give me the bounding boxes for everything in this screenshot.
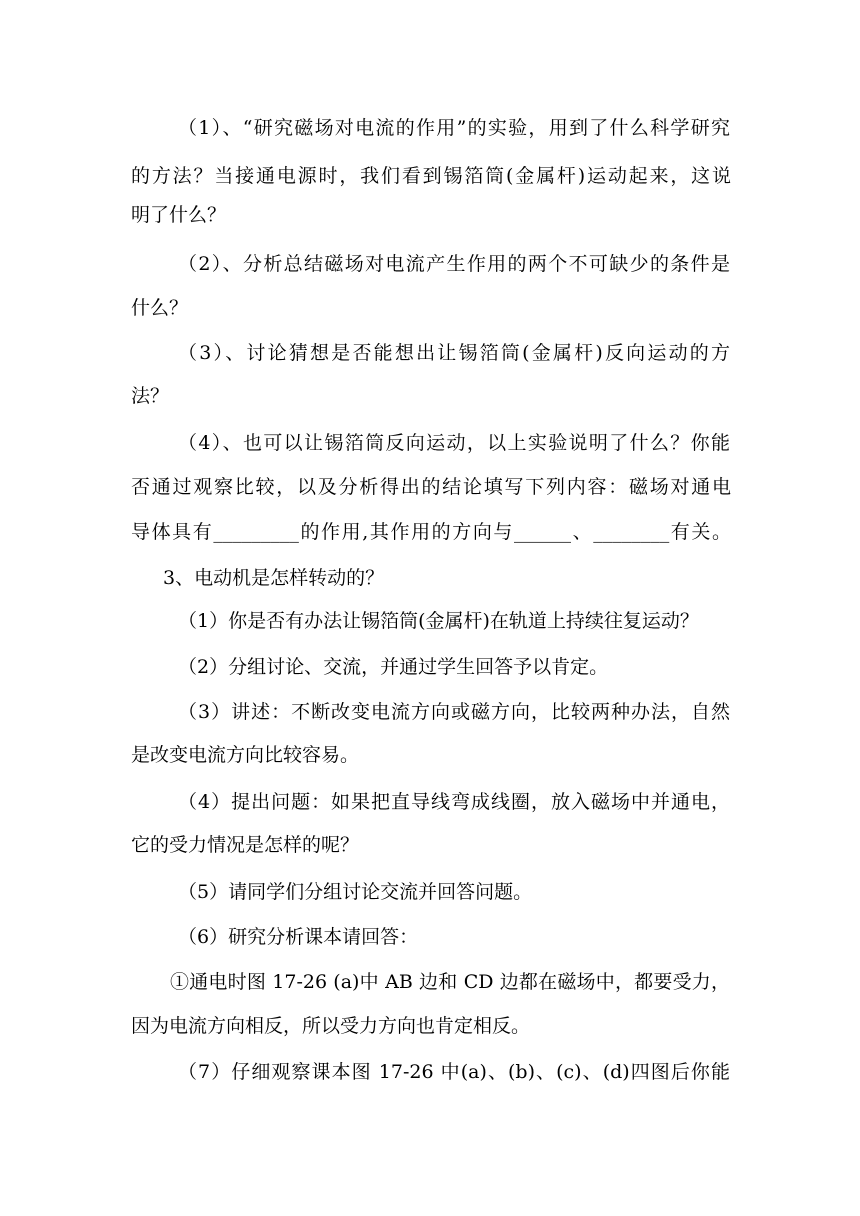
- paragraph-4-line-3: 导体具有_________的作用,其作用的方向与______、________有关。: [131, 521, 731, 543]
- paragraph-4-line-2: 否通过观察比较，以及分析得出的结论填写下列内容：磁场对通电: [131, 476, 731, 498]
- subitem-1-line-1: ①通电时图 17-26 (a)中 AB 边和 CD 边都在磁场中，都要受力，: [170, 971, 730, 993]
- paragraph-1-line-1: （1）、“研究磁场对电流的作用”的实验，用到了什么科学研究: [178, 117, 730, 139]
- paragraph-4-line-1: （4）、也可以让锡箔筒反向运动，以上实验说明了什么？你能: [178, 432, 730, 454]
- paragraph-1-line-3: 明了什么？: [131, 204, 227, 226]
- item-1: （1）你是否有办法让锡箔筒(金属杆)在轨道上持续往复运动？: [178, 610, 699, 632]
- item-3-line-2: 是改变电流方向比较容易。: [131, 744, 360, 766]
- item-5: （5）请同学们分组讨论交流并回答问题。: [178, 881, 533, 903]
- item-4-line-1: （4）提出问题：如果把直导线弯成线圈，放入磁场中并通电，: [178, 791, 730, 813]
- item-3-line-1: （3）讲述：不断改变电流方向或磁方向，比较两种办法，自然: [178, 701, 730, 723]
- subitem-1-line-2: 因为电流方向相反，所以受力方向也肯定相反。: [131, 1015, 531, 1037]
- item-7-line-1: （7）仔细观察课本图 17-26 中(a)、(b)、(c)、(d)四图后你能: [178, 1061, 730, 1083]
- paragraph-1-line-2: 的方法？当接通电源时，我们看到锡箔筒(金属杆)运动起来，这说: [131, 165, 731, 187]
- paragraph-3-line-2: 法？: [131, 385, 170, 407]
- section-3-heading: 3、电动机是怎样转动的？: [163, 567, 385, 589]
- paragraph-2-line-2: 什么？: [131, 297, 189, 319]
- item-6: （6）研究分析课本请回答：: [178, 926, 419, 948]
- paragraph-3-line-1: （3）、讨论猜想是否能想出让锡箔筒(金属杆)反向运动的方: [178, 342, 730, 364]
- item-4-line-2: 它的受力情况是怎样的呢？: [131, 834, 360, 856]
- item-2: （2）分组讨论、交流，并通过学生回答予以肯定。: [178, 656, 609, 678]
- paragraph-2-line-1: （2）、分析总结磁场对电流产生作用的两个不可缺少的条件是: [178, 253, 730, 275]
